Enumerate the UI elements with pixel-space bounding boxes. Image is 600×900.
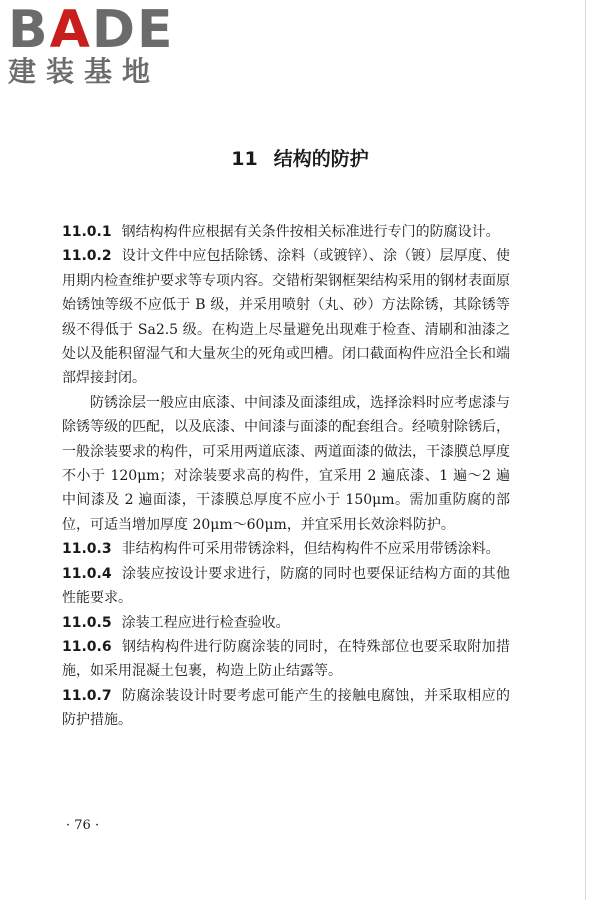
chapter-name: 结构的防护	[273, 148, 369, 170]
logo-wordmark: BADE	[8, 0, 175, 60]
clause-11-0-4: 11.0.4 涂装应按设计要求进行，防腐的同时也要保证结构方面的其他性能要求。	[62, 565, 510, 607]
clause-11-0-3: 11.0.3 非结构构件可采用带锈涂料，但结构构件不应采用带锈涂料。	[62, 541, 500, 558]
page-edge	[585, 0, 586, 900]
clause-11-0-2-coating-paragraph: 防锈涂层一般应由底漆、中间漆及面漆组成，选择涂料时应考虑漆与除锈等级的匹配，以及底漆、中间漆与面漆的配套组合。经喷射除锈后，一般涂装要求的构件，可采用两道底漆、两道面漆的做法，干漆膜总厚度不小于 120μm；对涂装要求高的构件，宜采用 2 遍底漆、1 遍～2 遍中间漆及 2 遍面漆，干漆膜总厚度不应小于 150μm。需加重防腐的部位，可适当增加厚度 20μm～60μm，并宜采用长效涂料防护。	[62, 394, 510, 533]
clause-11-0-5: 11.0.5 涂装工程应进行检查验收。	[62, 614, 290, 631]
clause-11-0-1: 11.0.1 钢结构构件应根据有关条件按相关标准进行专门的防腐设计。	[62, 224, 500, 240]
chapter-number: 11	[231, 148, 258, 170]
chapter-body	[62, 220, 510, 733]
chapter-title	[0, 144, 600, 171]
bade-logo	[8, 2, 178, 88]
clause-11-0-6: 11.0.6 钢结构构件进行防腐涂装的同时，在特殊部位也要采取附加措施，如采用混凝土包裹，构造上防止结露等。	[62, 638, 510, 680]
logo-chinese-text: 建装基地	[8, 55, 161, 88]
clause-11-0-7: 11.0.7 防腐涂装设计时要考虑可能产生的接触电腐蚀，并采取相应的防护措施。	[62, 687, 510, 729]
clause-11-0-2: 11.0.2 设计文件中应包括除锈、涂料（或镀锌）、涂（镀）层厚度、使用期内检查维护要求等专项内容。交错桁架钢框架结构采用的钢材表面原始锈蚀等级不应低于 B 级，并采用喷射（丸、砂）方法除锈，其除锈等级不得低于 Sa2.5 级。在构造上尽量避免出现难于检查、清刷和油漆之处以及能积留湿气和大量灰尘的死角或凹槽。闭口截面构件应沿全长和端部焊接封闭。	[62, 248, 510, 387]
page-number: · 76 ·	[66, 818, 100, 833]
